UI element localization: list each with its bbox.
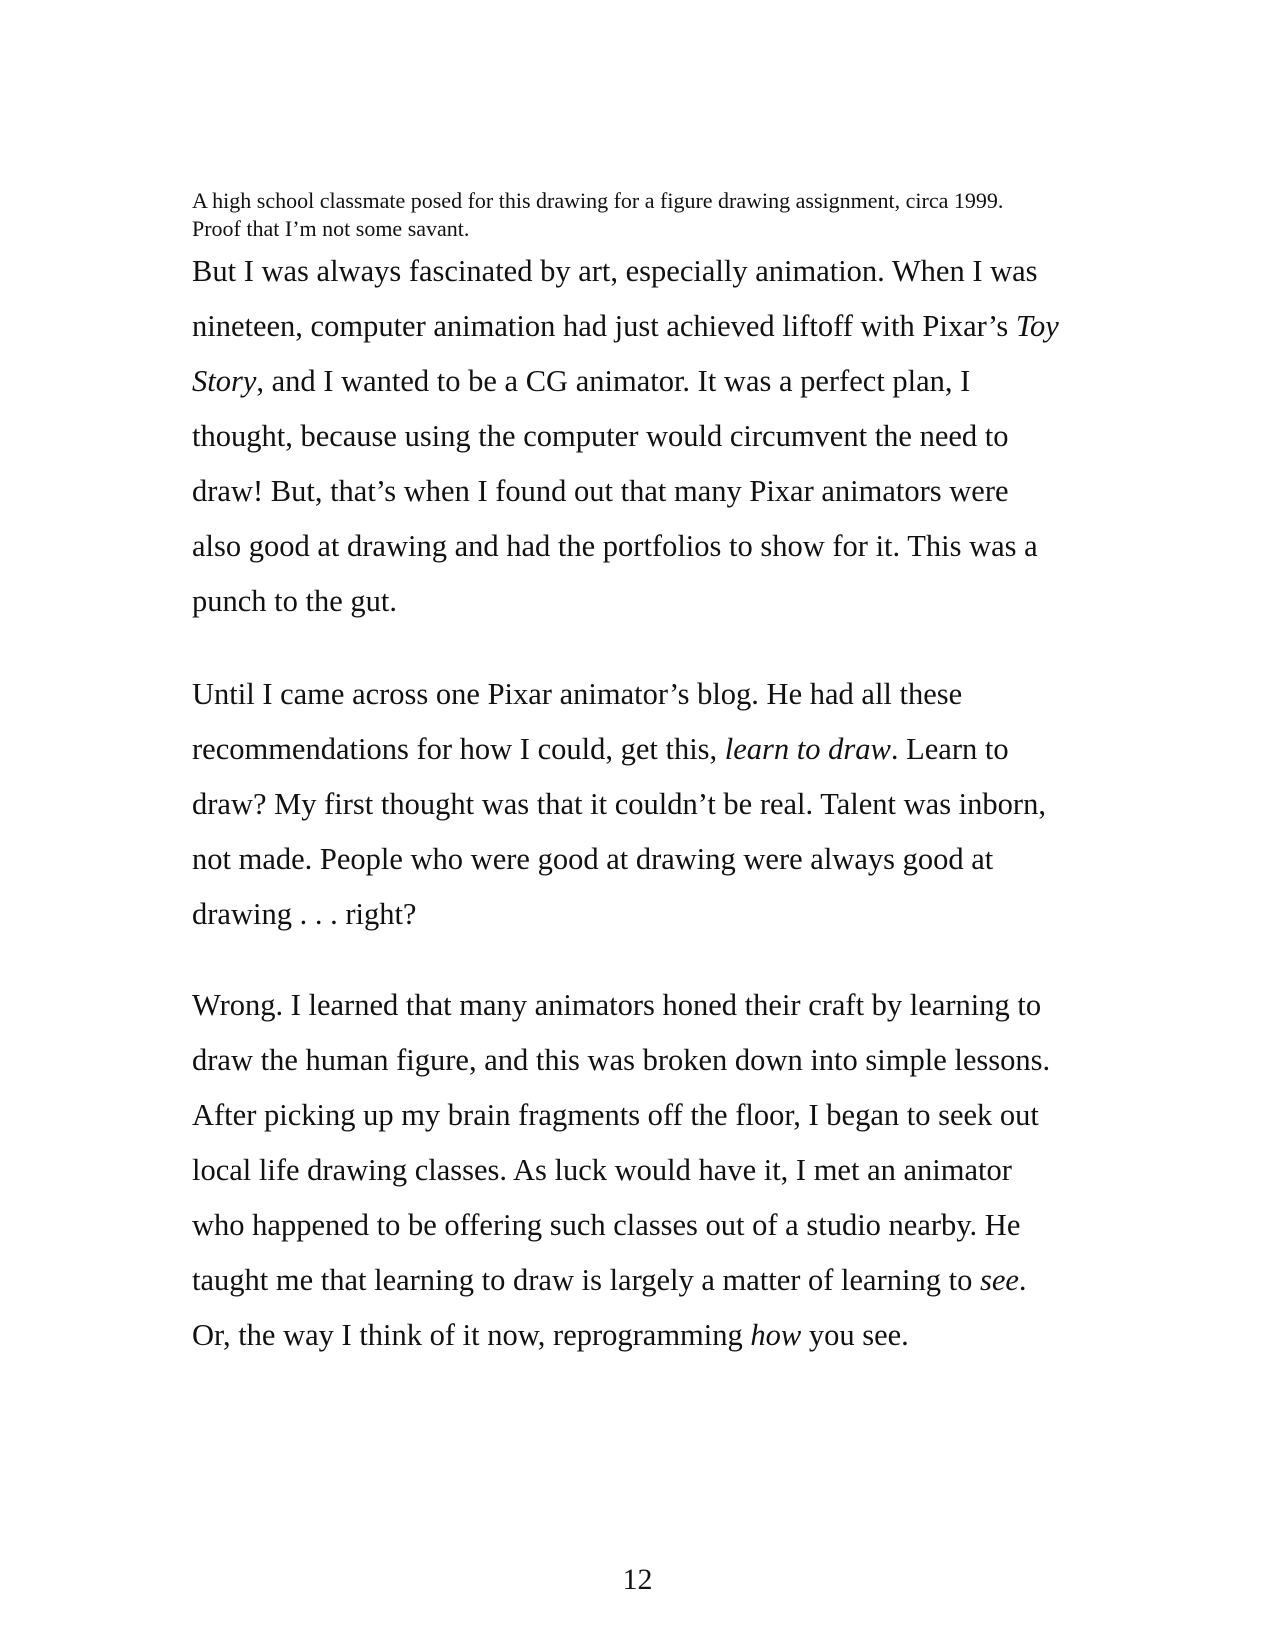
text-line: But I was always fascinated by art, especially animation. When I was (192, 254, 1038, 288)
text-run: recommendations for how I could, get this, (192, 732, 725, 766)
caption-line: Proof that I’m not some savant. (192, 216, 470, 241)
text-line (192, 1308, 1112, 1363)
text-line (192, 354, 1112, 409)
text-line: not made. People who were good at drawing were always good at (192, 842, 994, 876)
text-line: draw! But, that’s when I found out that many Pixar animators were (192, 474, 1009, 508)
text-line: Until I came across one Pixar animator’s blog. He had all these (192, 677, 963, 711)
text-line: draw? My first thought was that it couldn’t be real. Talent was inborn, (192, 787, 1046, 821)
text-line (192, 722, 1112, 777)
text-run: . Learn to (890, 732, 1009, 766)
figure-caption (192, 187, 1092, 243)
page-number: 12 (622, 1563, 653, 1596)
italic-emphasis: how (750, 1318, 802, 1352)
text-line: thought, because using the computer would circumvent the need to (192, 419, 1009, 453)
italic-emphasis: learn to draw (724, 732, 891, 766)
text-run: . (1018, 1263, 1027, 1297)
text-line (192, 1253, 1112, 1308)
text-line (192, 299, 1112, 354)
text-line: punch to the gut. (192, 584, 397, 618)
text-line: also good at drawing and had the portfolios to show for it. This was a (192, 529, 1038, 563)
italic-emphasis: see (979, 1263, 1019, 1297)
text-run: nineteen, computer animation had just achieved liftoff with Pixar’s (192, 309, 1016, 343)
paragraph-3 (192, 978, 1112, 1363)
italic-title: Story (192, 364, 257, 398)
text-line: After picking up my brain fragments off the floor, I began to seek out (192, 1098, 1039, 1132)
text-run: you see. (801, 1318, 909, 1352)
text-run: Or, the way I think of it now, reprogramming (192, 1318, 751, 1352)
text-line: who happened to be offering such classes out of a studio nearby. He (192, 1208, 1021, 1242)
text-line: drawing . . . right? (192, 897, 417, 931)
text-line: Wrong. I learned that many animators honed their craft by learning to (192, 988, 1042, 1022)
text-line: local life drawing classes. As luck would have it, I met an animator (192, 1153, 1012, 1187)
text-run: taught me that learning to draw is largely a matter of learning to (192, 1263, 980, 1297)
text-line: draw the human figure, and this was broken down into simple lessons. (192, 1043, 1051, 1077)
italic-title: Toy (1015, 309, 1059, 343)
paragraph-2 (192, 667, 1112, 942)
text-run: , and I wanted to be a CG animator. It was a perfect plan, I (256, 364, 971, 398)
caption-line: A high school classmate posed for this drawing for a figure drawing assignment, circa 1999. (192, 188, 1004, 213)
paragraph-1 (192, 244, 1112, 629)
